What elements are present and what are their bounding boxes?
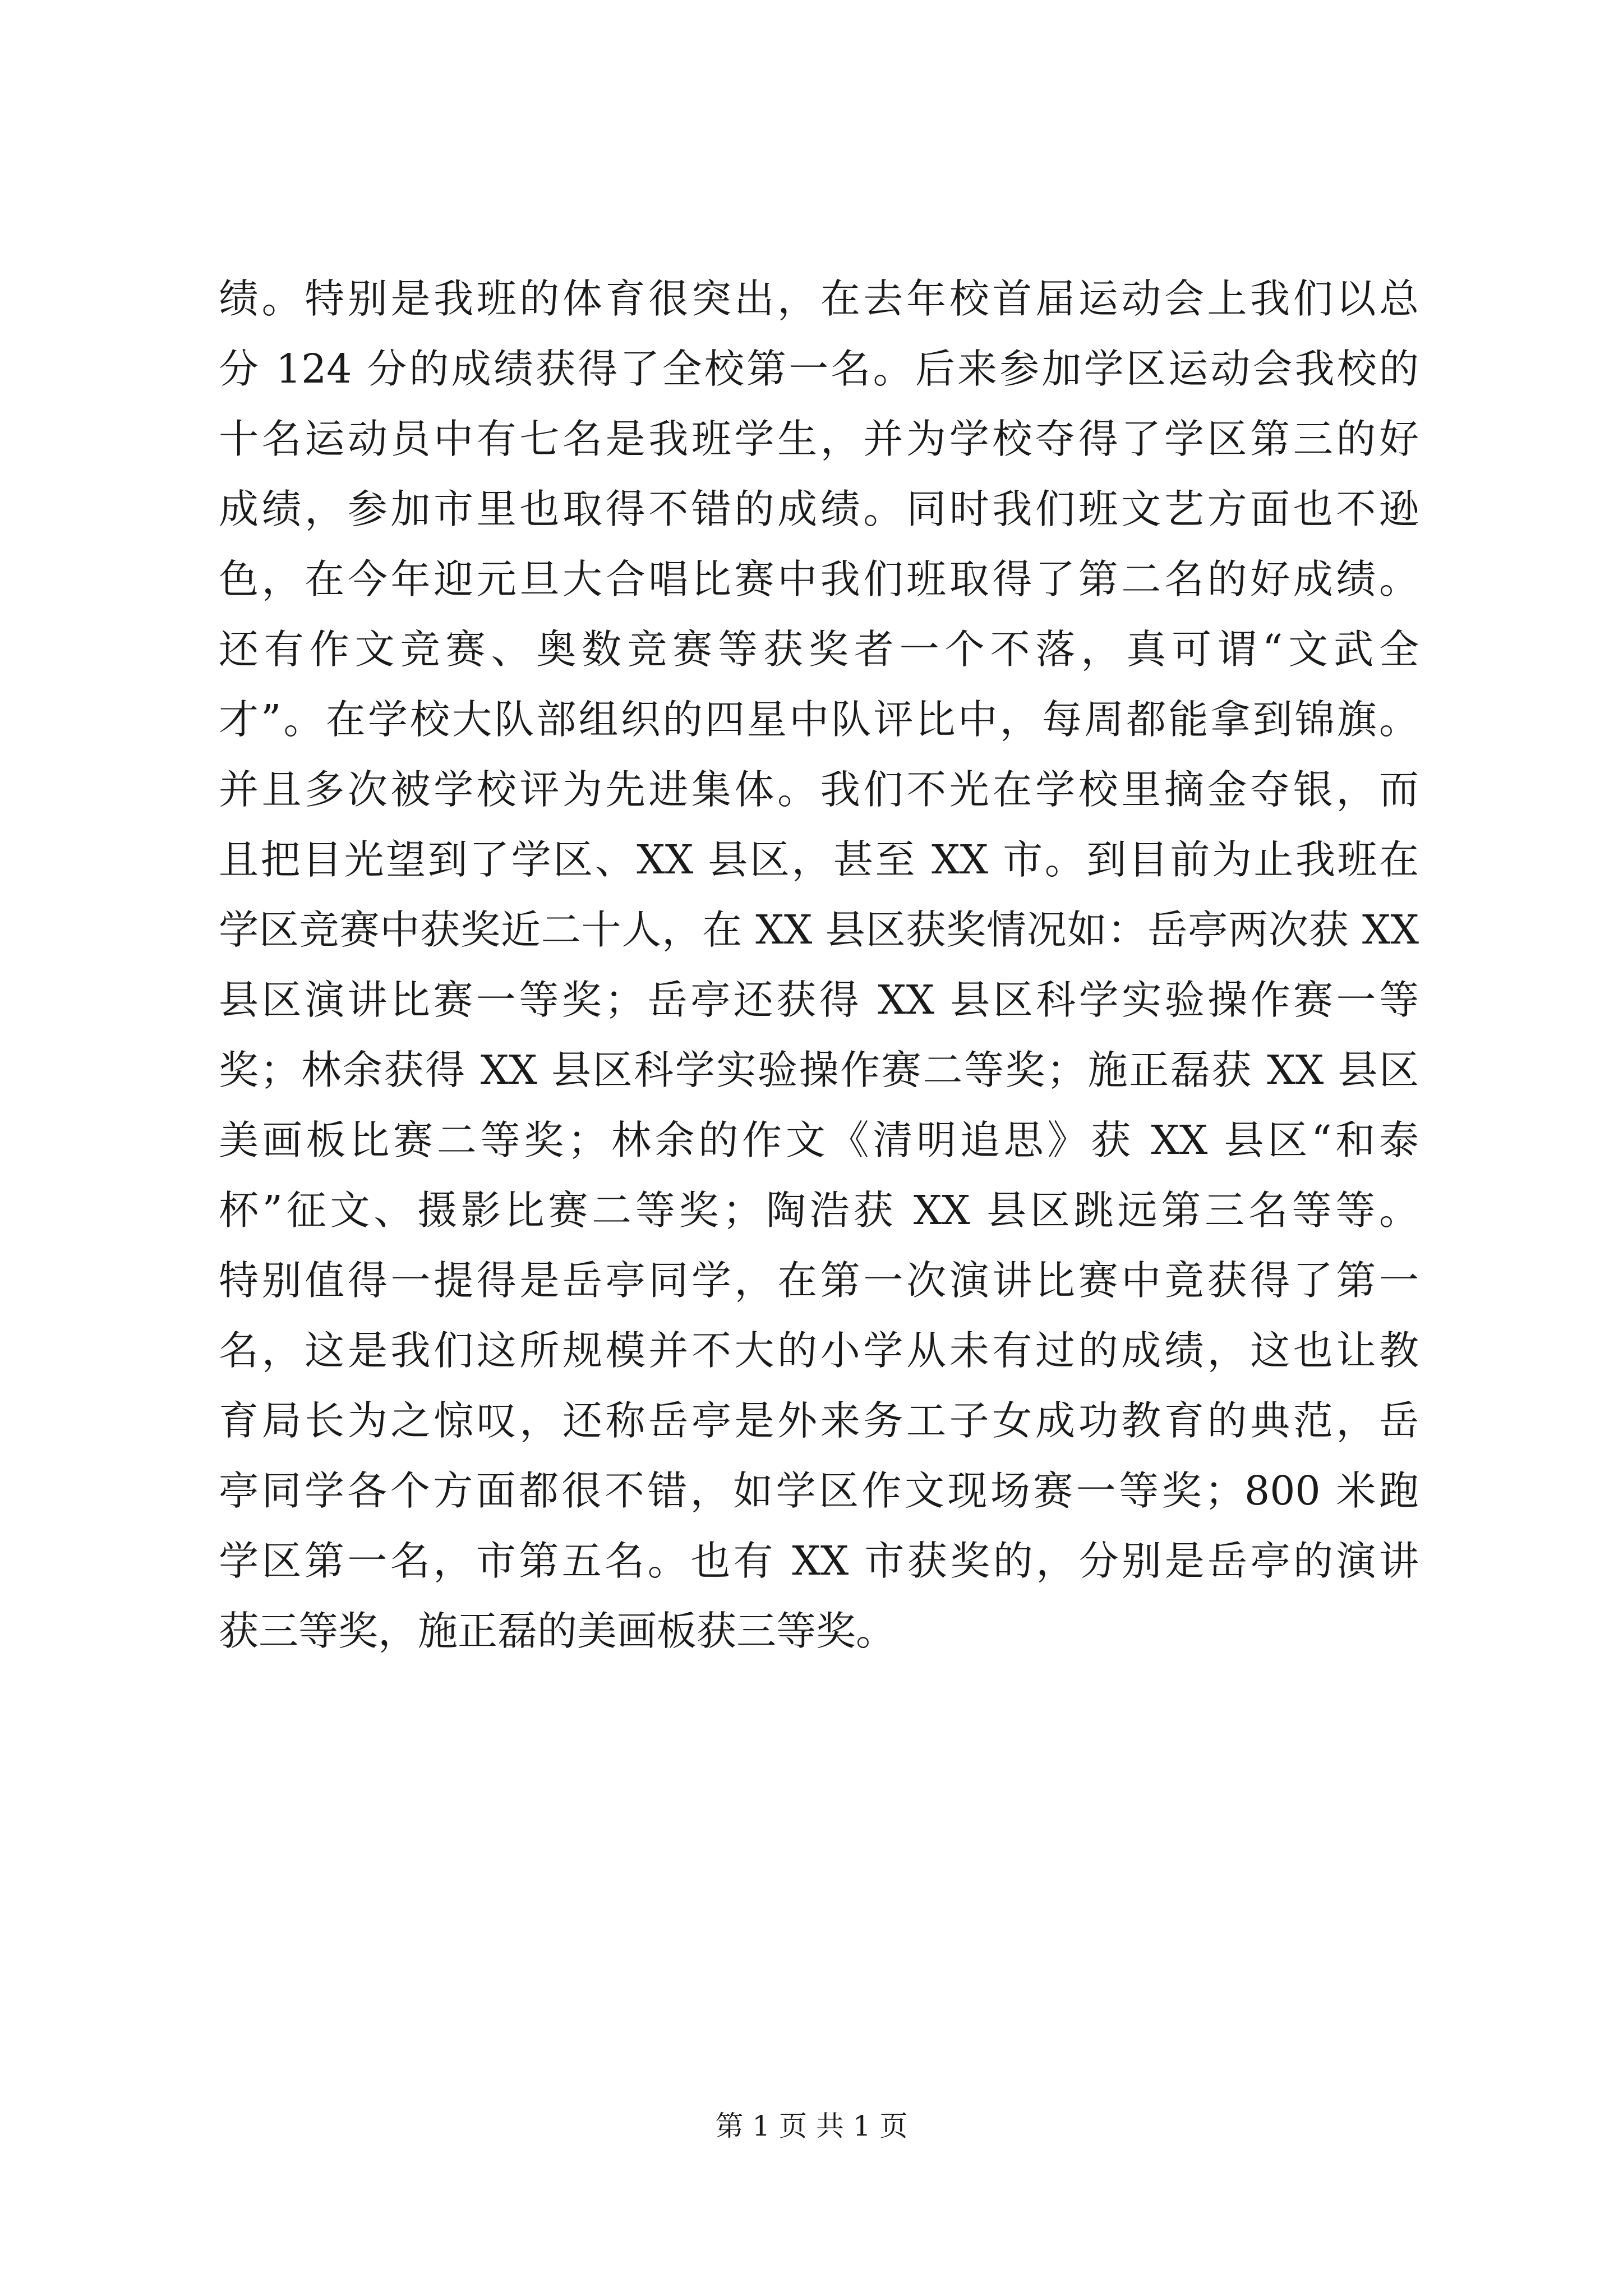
text-line: 获三等奖，施正磊的美画板获三等奖。 [219, 1608, 896, 1654]
text-line: 且把目光望到了学区、XX 县区，甚至 XX 市。到目前为止我班在 [219, 836, 1419, 883]
text-line: 特别值得一提得是岳亭同学，在第一次演讲比赛中竟获得了第一 [219, 1257, 1419, 1304]
text-line: 分 124 分的成绩获得了全校第一名。后来参加学区运动会我校的 [219, 346, 1419, 392]
text-line: 美画板比赛二等奖；林余的作文《清明追思》获 XX 县区“和泰 [219, 1117, 1419, 1163]
text-line: 学区竞赛中获奖近二十人，在 XX 县区获奖情况如：岳亭两次获 XX [219, 907, 1419, 953]
text-line: 育局长为之惊叹，还称岳亭是外来务工子女成功教育的典范，岳 [219, 1397, 1419, 1444]
text-line: 亭同学各个方面都很不错，如学区作文现场赛一等奖；800 米跑 [219, 1467, 1419, 1514]
text-line: 并且多次被学校评为先进集体。我们不光在学校里摘金夺银，而 [219, 766, 1419, 813]
text-line: 成绩，参加市里也取得不错的成绩。同时我们班文艺方面也不逊 [219, 486, 1419, 532]
text-line: 名，这是我们这所规模并不大的小学从未有过的成绩，这也让教 [219, 1327, 1419, 1374]
page-footer [0, 2106, 1623, 2146]
text-line: 十名运动员中有七名是我班学生，并为学校夺得了学区第三的好 [219, 416, 1419, 462]
page-number: 第 1 页 共 1 页 [715, 2110, 908, 2142]
text-line: 才”。在学校大队部组织的四星中队评比中，每周都能拿到锦旗。 [219, 696, 1419, 743]
text-line: 杯”征文、摄影比赛二等奖；陶浩获 XX 县区跳远第三名等等。 [219, 1187, 1419, 1234]
text-line: 绩。特别是我班的体育很突出，在去年校首届运动会上我们以总 [219, 275, 1419, 322]
text-line: 奖；林余获得 XX 县区科学实验操作赛二等奖；施正磊获 XX 县区 [219, 1047, 1419, 1093]
text-line: 县区演讲比赛一等奖；岳亭还获得 XX 县区科学实验操作赛一等 [219, 977, 1419, 1023]
text-line: 还有作文竞赛、奥数竞赛等获奖者一个不落，真可谓“文武全 [219, 626, 1419, 673]
body-text [219, 264, 1419, 1666]
text-line: 学区第一名，市第五名。也有 XX 市获奖的，分别是岳亭的演讲 [219, 1538, 1419, 1584]
text-line: 色，在今年迎元旦大合唱比赛中我们班取得了第二名的好成绩。 [219, 556, 1419, 602]
